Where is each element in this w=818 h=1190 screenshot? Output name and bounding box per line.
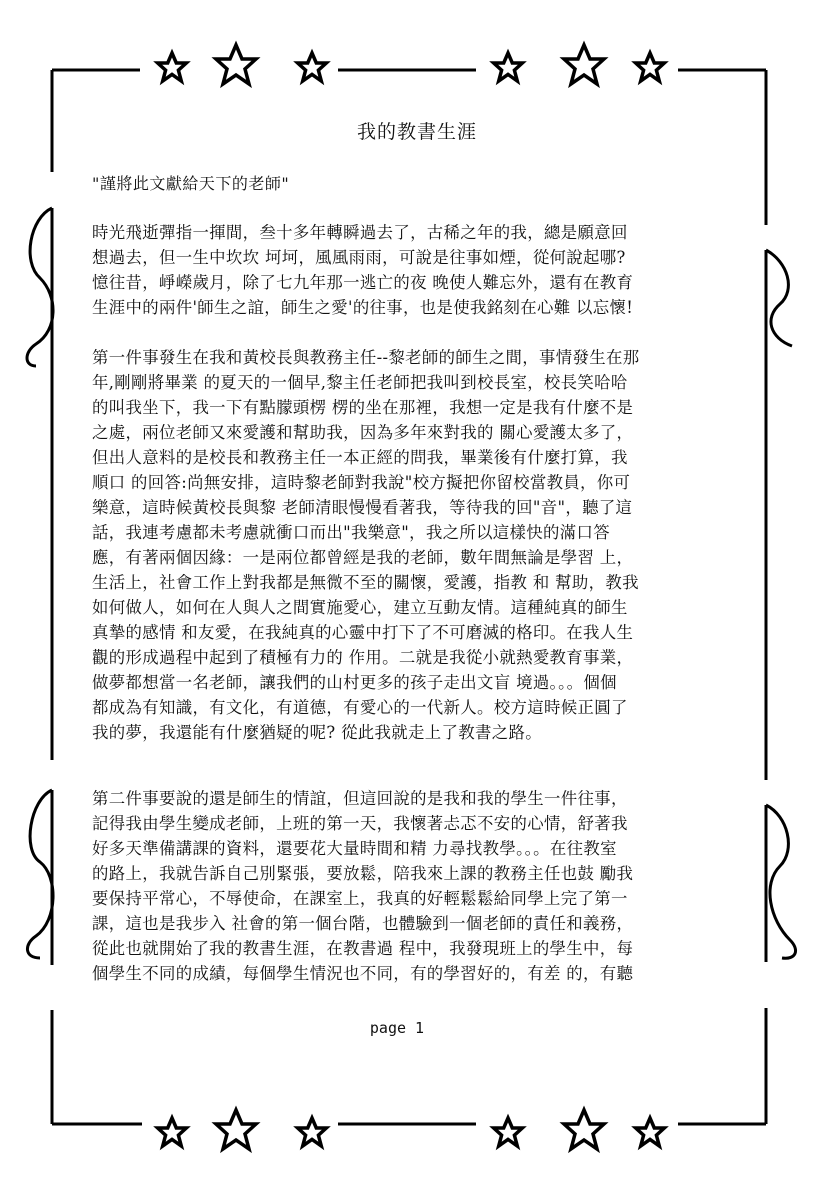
paragraph-1: 時光飛逝彈指一揮間，叁十多年轉瞬過去了，古稀之年的我，總是願意回 想過去，但一生中坎坎 坷坷，風風雨雨，可說是往事如煙，從何說起哪? 憶往昔，崢嶸歲月，除了七九年那一逃亡的夜 晚使人難忘外，還有在教育 生涯中的兩件'師生之誼，師生之愛'的往事，也是使我銘刻在心難 以忘懷! — [92, 223, 634, 317]
paragraph-2: 第一件事發生在我和黃校長與教務主任--黎老師的師生之間，事情發生在那 年,剛剛將畢業 的夏天的一個早,黎主任老師把我叫到校長室，校長笑哈哈 的叫我坐下，我一下有點朦頭楞 楞的坐在那裡，我想一定是我有什麼不是 之處，兩位老師又來愛護和幫助我，因為多年來對我的 關心愛護太多了， 但出人意料的是校長和教務主任一本正經的問我，畢業後有什麼打算，我 順口 的回答:尚無安排，這時黎老師對我說"校方擬把你留校當教員，你可 樂意，這時候黃校長與黎 老師清眼慢慢看著我，等待我的回"音"，聽了這 話，我連考慮都未考慮就衝口而出"我樂意"，我之所以這樣快的滿口答 應，有著兩個因緣：一是兩位都曾經是我的老師，數年間無論是學習 上， 生活上，社會工作上對我都是無微不至的關懷，愛護，指教 和 幫助，教我 如何做人，如何在人與人之間實施愛心，建立互動友情。這種純真的師生 真摯的感情 和友愛，在我純真的心靈中打下了不可磨滅的格印。在我人生 觀的形成過程中起到了積極有力的 作用。二就是我從小就熱愛教育事業， 做夢都想當一名老師，讓我們的山村更多的孩子走出文盲 境過。。。個個 都成為有知識，有文化，有道德，有愛心的一代新人。校方這時候正圓了 我的夢，我還能有什麼猶疑的呢? 從此我就走上了教書之路。 — [92, 348, 640, 742]
dedication-line: "謹將此文獻給天下的老師" — [92, 174, 290, 193]
document-title: 我的教書生涯 — [356, 121, 477, 143]
page-number: page 1 — [369, 1019, 425, 1037]
paragraph-3: 第二件事要說的還是師生的情誼，但這回說的是我和我的學生一件往事， 記得我由學生變成老師，上班的第一天，我懷著忐忑不安的心情，舒著我 好多天準備講課的資料，還要花大量時間和精 力尋找教學。。。在往教室 的路上，我就告訴自己別緊張，要放鬆，陪我來上課的教務主任也鼓 勵我 要保持平常心，不辱使命，在課室上，我真的好輕鬆鬆給同學上完了第一 課，這也是我步入 社會的第一個台階，也體驗到一個老師的責任和義務， 從此也就開始了我的教書生涯，在教書過 程中，我發現班上的學生中，每 個學生不同的成績，每個學生情況也不同，有的學習好的，有差 的，有聽 — [92, 789, 634, 983]
